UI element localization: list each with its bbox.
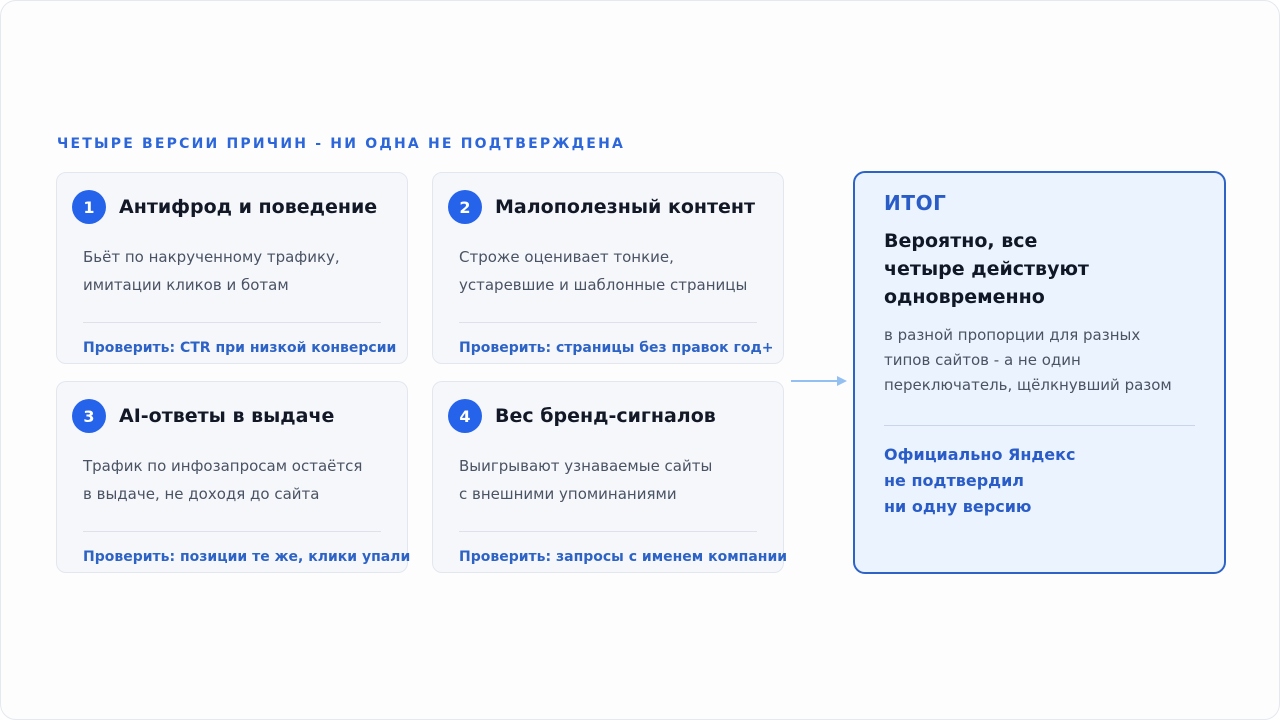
cause-card-1 <box>56 172 408 364</box>
summary-headline <box>884 227 1204 311</box>
summary-body-line: переключатель, щёлкнувший разом <box>884 376 1172 394</box>
card-number-badge: 1 <box>72 190 106 224</box>
arrow-right-icon <box>791 374 849 388</box>
summary-body <box>884 323 1204 398</box>
card-description-line: Бьёт по накрученному трафику, <box>83 248 340 266</box>
card-title: Антифрод и поведение <box>119 196 378 218</box>
card-description <box>459 243 769 299</box>
summary-label: ИТОГ <box>884 191 947 215</box>
summary-note-line: ни одну версию <box>884 497 1032 516</box>
summary-divider <box>884 425 1195 426</box>
summary-headline-line: одновременно <box>884 286 1045 308</box>
card-description-line: имитации кликов и ботам <box>83 276 289 294</box>
summary-note-line: Официально Яндекс <box>884 445 1076 464</box>
section-kicker: ЧЕТЫРЕ ВЕРСИИ ПРИЧИН - НИ ОДНА НЕ ПОДТВЕРЖДЕНА <box>57 136 626 152</box>
card-number-badge: 3 <box>72 399 106 433</box>
summary-panel <box>853 171 1226 574</box>
card-check-link[interactable]: Проверить: CTR при низкой конверсии <box>83 340 397 356</box>
card-description-line: с внешними упоминаниями <box>459 485 677 503</box>
card-number-badge: 4 <box>448 399 482 433</box>
card-description <box>459 452 769 508</box>
card-divider <box>83 322 381 323</box>
card-description-line: устаревшие и шаблонные страницы <box>459 276 748 294</box>
summary-headline-line: Вероятно, все <box>884 230 1038 252</box>
card-check-link[interactable]: Проверить: запросы с именем компании <box>459 549 788 565</box>
cause-card-4 <box>432 381 788 573</box>
card-description-line: в выдаче, не доходя до сайта <box>83 485 320 503</box>
card-check-link[interactable]: Проверить: страницы без правок год+ <box>459 340 774 356</box>
card-title: Малополезный контент <box>495 196 756 218</box>
card-title: Вес бренд-сигналов <box>495 405 716 427</box>
cause-card-2 <box>432 172 784 364</box>
card-divider <box>459 531 757 532</box>
summary-headline-line: четыре действуют <box>884 258 1089 280</box>
card-description-line: Выигрывают узнаваемые сайты <box>459 457 713 475</box>
cause-card-3 <box>56 381 411 573</box>
summary-body-line: типов сайтов - а не один <box>884 351 1081 369</box>
card-check-link[interactable]: Проверить: позиции те же, клики упали <box>83 549 411 565</box>
card-description <box>83 243 393 299</box>
summary-note <box>884 442 1204 520</box>
card-description-line: Трафик по инфозапросам остаётся <box>83 457 363 475</box>
card-divider <box>83 531 381 532</box>
card-description <box>83 452 393 508</box>
card-number-badge: 2 <box>448 190 482 224</box>
summary-body-line: в разной пропорции для разных <box>884 326 1141 344</box>
card-divider <box>459 322 757 323</box>
card-title: AI-ответы в выдаче <box>119 405 335 427</box>
summary-note-line: не подтвердил <box>884 471 1024 490</box>
card-description-line: Строже оценивает тонкие, <box>459 248 674 266</box>
